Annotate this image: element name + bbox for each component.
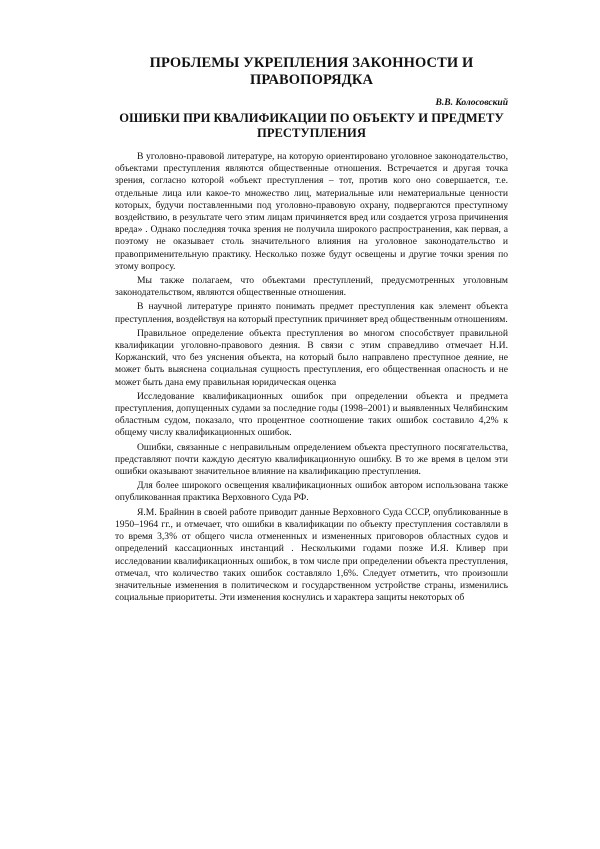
- document-page: [115, 55, 508, 604]
- paragraph: Мы также полагаем, что объектами преступлений, предусмотренных уголовным законодательством, являются общественные отношения.: [115, 275, 508, 299]
- paragraph: Я.М. Брайнин в своей работе приводит данные Верховного Суда СССР, опубликованные в 1950–1964 гг., и отмечает, что ошибки в квалификации по объекту преступления составляли в то время 3,3% от общего числа отмененных и измененных приговоров областных судов и определений кассационных инстанций . Несколькими годами позже И.Я. Кливер при исследовании квалификационных ошибок, в том числе при определении объекта преступления, отмечал, что количество таких ошибок составляло 1,6%. Следует отметить, что произошли значительные изменения в политическом и государственном устройстве страны, изменились социальные приоритеты. Эти изменения коснулись и характера защиты некоторых об: [115, 506, 508, 604]
- paragraph: Исследование квалификационных ошибок при определении объекта и предмета преступления, допущенных судами за последние годы (1998–2001) и выявленных Челябинским областным судом, показало, что процентное соотношение таких ошибок составило 4,2% к общему числу квалификационных ошибок.: [115, 390, 508, 439]
- main-title: ПРОБЛЕМЫ УКРЕПЛЕНИЯ ЗАКОННОСТИ И ПРАВОПОРЯДКА: [149, 55, 474, 88]
- paragraph: Правильное определение объекта преступления во многом способствует правильной квалификации уголовно-правового деяния. В связи с этим справедливо отмечает Н.И. Коржанский, что без уяснения объекта, на который было направлено преступное деяние, не может быть выяснена социальная сущность преступления, его общественная опасность и не может быть дана ему правильная юридическая оценка: [115, 327, 508, 388]
- paragraph: Ошибки, связанные с неправильным определением объекта преступного посягательства, представляют почти каждую десятую квалификационную ошибку. В то же время в целом эти ошибки оказывают значительное влияние на квалификацию преступления.: [115, 441, 508, 478]
- paragraph: В уголовно-правовой литературе, на которую ориентировано уголовное законодательство, объектами преступления являются общественные отношения. Встречается и другая точка зрения, согласно которой «объект преступления – тот, против кого оно совершается, т.е. отдельные лица или какое-то множество лиц, материальные или нематериальные ценности которых, будучи поставленными под уголовно-правовую охрану, подвергаются преступному воздействию, в результате чего этим лицам причиняется вред или создается угроза причинения вреда» . Однако последняя точка зрения не получила широкого распространения, как первая, а поэтому не оказывает столь значительного влияния на уголовное законодательство и правоприменительную практику. Несколько позже будут освещены и другие точки зрения по этому вопросу.: [115, 151, 508, 272]
- article-body: [115, 151, 508, 604]
- article-title: ОШИБКИ ПРИ КВАЛИФИКАЦИИ ПО ОБЪЕКТУ И ПРЕДМЕТУ ПРЕСТУПЛЕНИЯ: [119, 111, 504, 140]
- author-name: В.В. Колосовский: [435, 98, 508, 108]
- paragraph: В научной литературе принято понимать предмет преступления как элемент объекта преступления, воздействуя на который преступник причиняет вред общественным отношениям.: [115, 301, 508, 325]
- paragraph: Для более широкого освещения квалификационных ошибок автором использована также опубликованная практика Верховного Суда РФ.: [115, 480, 508, 504]
